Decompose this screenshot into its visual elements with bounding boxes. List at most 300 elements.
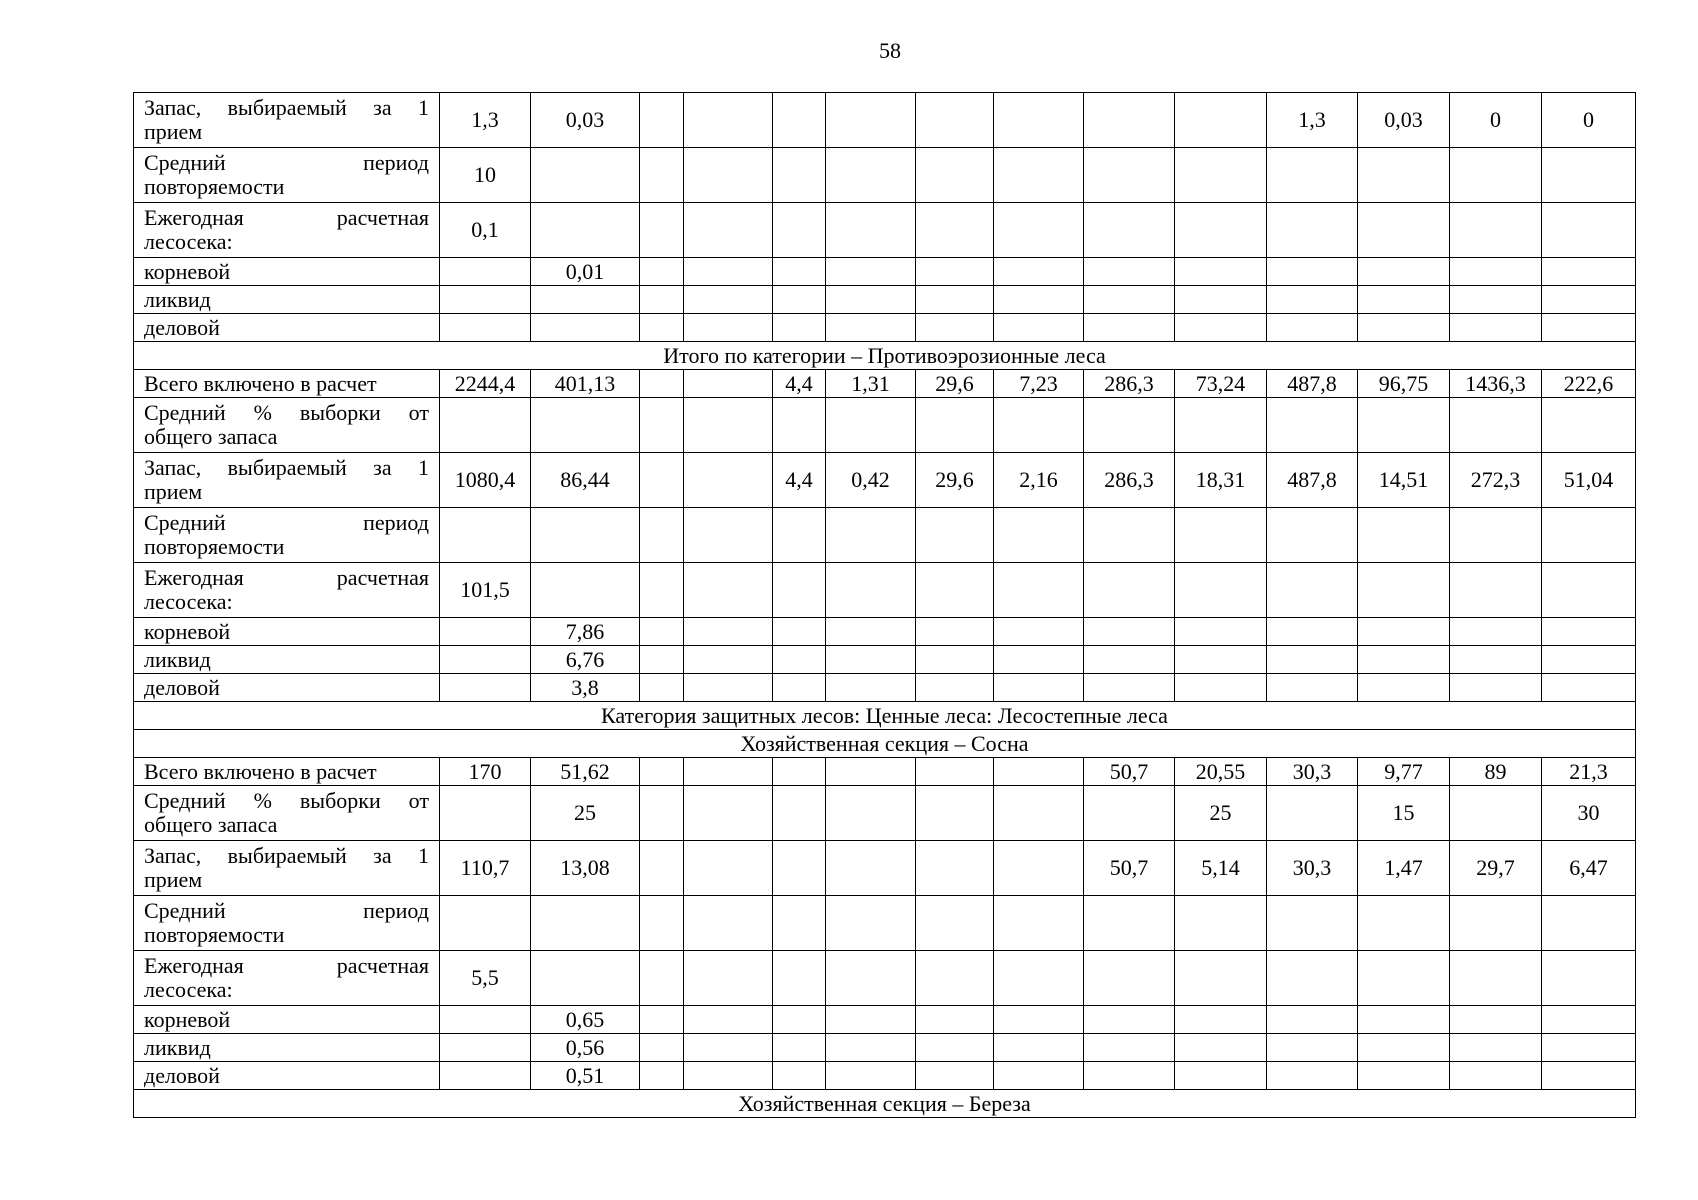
row-label: Средний период повторяемости bbox=[134, 148, 440, 203]
row-label: деловой bbox=[134, 674, 440, 702]
table-cell bbox=[1175, 646, 1267, 674]
table-cell bbox=[1450, 951, 1542, 1006]
table-cell: 9,77 bbox=[1358, 758, 1450, 786]
table-cell bbox=[1267, 646, 1358, 674]
table-row bbox=[134, 786, 1636, 841]
table-cell bbox=[1450, 508, 1542, 563]
table-cell bbox=[1358, 314, 1450, 342]
table-cell: 25 bbox=[531, 786, 640, 841]
table-cell bbox=[916, 646, 994, 674]
table-cell bbox=[684, 508, 773, 563]
row-label: Ежегодная расчетная лесосека: bbox=[134, 563, 440, 618]
table-cell: 0 bbox=[1542, 93, 1636, 148]
table-cell: 0,65 bbox=[531, 1006, 640, 1034]
table-cell bbox=[1542, 951, 1636, 1006]
table-cell bbox=[1084, 398, 1175, 453]
table-cell bbox=[773, 1006, 826, 1034]
table-cell bbox=[440, 508, 531, 563]
table-cell bbox=[994, 1006, 1084, 1034]
table-cell bbox=[1267, 896, 1358, 951]
table-cell bbox=[1450, 896, 1542, 951]
table-cell bbox=[684, 1006, 773, 1034]
table-cell: 5,5 bbox=[440, 951, 531, 1006]
table-cell bbox=[640, 841, 684, 896]
table-cell: 73,24 bbox=[1175, 370, 1267, 398]
table-cell bbox=[1542, 148, 1636, 203]
table-cell bbox=[994, 786, 1084, 841]
table-cell bbox=[826, 841, 916, 896]
table-cell bbox=[1358, 148, 1450, 203]
table-cell bbox=[684, 674, 773, 702]
table-cell bbox=[773, 758, 826, 786]
table-cell: 14,51 bbox=[1358, 453, 1450, 508]
table-cell bbox=[916, 951, 994, 1006]
table-cell bbox=[1175, 258, 1267, 286]
table-cell bbox=[640, 563, 684, 618]
table-cell: 50,7 bbox=[1084, 758, 1175, 786]
table-cell: 51,04 bbox=[1542, 453, 1636, 508]
table-cell bbox=[531, 398, 640, 453]
table-cell: 51,62 bbox=[531, 758, 640, 786]
table-cell bbox=[1175, 1034, 1267, 1062]
table-cell bbox=[1450, 203, 1542, 258]
section-header: Хозяйственная секция – Береза bbox=[134, 1090, 1636, 1118]
table-cell bbox=[826, 314, 916, 342]
table-cell bbox=[1358, 258, 1450, 286]
table-cell bbox=[684, 258, 773, 286]
table-cell bbox=[994, 841, 1084, 896]
table-cell: 89 bbox=[1450, 758, 1542, 786]
table-cell bbox=[826, 896, 916, 951]
table-row bbox=[134, 1006, 1636, 1034]
table-cell: 6,76 bbox=[531, 646, 640, 674]
table-cell bbox=[1358, 1034, 1450, 1062]
table-cell bbox=[640, 896, 684, 951]
table-row bbox=[134, 841, 1636, 896]
table-cell bbox=[1267, 258, 1358, 286]
table-cell: 7,23 bbox=[994, 370, 1084, 398]
table-row bbox=[134, 758, 1636, 786]
row-label: Ежегодная расчетная лесосека: bbox=[134, 203, 440, 258]
table-cell bbox=[773, 203, 826, 258]
section-header-row bbox=[134, 730, 1636, 758]
table-cell bbox=[773, 93, 826, 148]
table-cell bbox=[994, 286, 1084, 314]
table-cell bbox=[531, 314, 640, 342]
table-cell bbox=[1267, 674, 1358, 702]
table-cell bbox=[994, 1034, 1084, 1062]
row-label: ликвид bbox=[134, 646, 440, 674]
table-row bbox=[134, 93, 1636, 148]
table-row bbox=[134, 1062, 1636, 1090]
table-cell: 96,75 bbox=[1358, 370, 1450, 398]
table-cell bbox=[826, 786, 916, 841]
row-label: Запас, выбираемый за 1 прием bbox=[134, 453, 440, 508]
table-cell bbox=[1084, 1062, 1175, 1090]
table-cell bbox=[1175, 563, 1267, 618]
table-cell bbox=[1175, 314, 1267, 342]
table-cell bbox=[1084, 618, 1175, 646]
row-label: деловой bbox=[134, 1062, 440, 1090]
table-cell bbox=[1175, 203, 1267, 258]
table-cell: 0,1 bbox=[440, 203, 531, 258]
table-cell bbox=[826, 398, 916, 453]
table-cell bbox=[684, 203, 773, 258]
table-cell bbox=[1267, 286, 1358, 314]
table-cell bbox=[640, 398, 684, 453]
table-cell: 1436,3 bbox=[1450, 370, 1542, 398]
table-cell: 286,3 bbox=[1084, 370, 1175, 398]
table-cell bbox=[1267, 786, 1358, 841]
table-cell bbox=[640, 453, 684, 508]
table-cell bbox=[1084, 896, 1175, 951]
table-cell bbox=[826, 618, 916, 646]
table-cell: 286,3 bbox=[1084, 453, 1175, 508]
table-cell bbox=[531, 951, 640, 1006]
table-cell bbox=[1084, 203, 1175, 258]
table-cell: 86,44 bbox=[531, 453, 640, 508]
table-cell bbox=[1084, 1006, 1175, 1034]
table-cell bbox=[440, 1034, 531, 1062]
table-cell bbox=[1542, 563, 1636, 618]
table-row bbox=[134, 618, 1636, 646]
table-cell: 10 bbox=[440, 148, 531, 203]
table-cell bbox=[773, 1034, 826, 1062]
table-cell bbox=[1450, 148, 1542, 203]
table-cell bbox=[916, 1034, 994, 1062]
table-cell bbox=[773, 314, 826, 342]
table-cell bbox=[531, 508, 640, 563]
table-cell bbox=[1450, 646, 1542, 674]
table-row bbox=[134, 508, 1636, 563]
table-cell: 0,56 bbox=[531, 1034, 640, 1062]
table-cell bbox=[826, 148, 916, 203]
table-cell bbox=[1175, 286, 1267, 314]
table-cell bbox=[531, 563, 640, 618]
section-header-row bbox=[134, 342, 1636, 370]
table-cell: 1080,4 bbox=[440, 453, 531, 508]
table-cell bbox=[994, 93, 1084, 148]
table-row bbox=[134, 370, 1636, 398]
table-cell bbox=[1450, 674, 1542, 702]
table-cell bbox=[1084, 314, 1175, 342]
table-cell bbox=[826, 1006, 916, 1034]
table-cell bbox=[440, 258, 531, 286]
table-cell bbox=[1358, 286, 1450, 314]
table-cell bbox=[994, 951, 1084, 1006]
table-cell bbox=[826, 258, 916, 286]
table-cell: 50,7 bbox=[1084, 841, 1175, 896]
table-cell bbox=[684, 148, 773, 203]
table-cell bbox=[1542, 398, 1636, 453]
row-label: Средний период повторяемости bbox=[134, 508, 440, 563]
table-cell bbox=[994, 148, 1084, 203]
table-cell bbox=[916, 314, 994, 342]
table-cell bbox=[440, 314, 531, 342]
table-cell bbox=[1542, 1034, 1636, 1062]
table-cell bbox=[826, 563, 916, 618]
row-label: Средний % выборки от общего запаса bbox=[134, 398, 440, 453]
table-cell bbox=[994, 203, 1084, 258]
table-row bbox=[134, 951, 1636, 1006]
table-cell: 18,31 bbox=[1175, 453, 1267, 508]
table-cell: 110,7 bbox=[440, 841, 531, 896]
table-cell bbox=[1450, 618, 1542, 646]
table-cell bbox=[1267, 508, 1358, 563]
table-row bbox=[134, 258, 1636, 286]
table-cell bbox=[826, 203, 916, 258]
table-cell bbox=[1450, 563, 1542, 618]
table-cell bbox=[440, 1062, 531, 1090]
table-cell bbox=[826, 1062, 916, 1090]
table-cell bbox=[994, 758, 1084, 786]
table-cell bbox=[916, 286, 994, 314]
table-cell bbox=[1358, 646, 1450, 674]
table-cell bbox=[994, 1062, 1084, 1090]
row-label: Всего включено в расчет bbox=[134, 758, 440, 786]
table-cell bbox=[1175, 508, 1267, 563]
table-cell bbox=[640, 646, 684, 674]
table-cell bbox=[531, 896, 640, 951]
table-cell bbox=[684, 786, 773, 841]
table-cell: 1,31 bbox=[826, 370, 916, 398]
table-cell bbox=[440, 398, 531, 453]
table-cell bbox=[684, 1034, 773, 1062]
table-cell bbox=[640, 148, 684, 203]
table-cell bbox=[1542, 1006, 1636, 1034]
table-cell bbox=[1358, 951, 1450, 1006]
table-cell bbox=[773, 508, 826, 563]
table-cell bbox=[1084, 258, 1175, 286]
table-cell bbox=[531, 148, 640, 203]
table-cell bbox=[1450, 1006, 1542, 1034]
table-cell bbox=[684, 286, 773, 314]
table-cell bbox=[640, 1034, 684, 1062]
table-cell bbox=[994, 896, 1084, 951]
table-cell bbox=[1084, 93, 1175, 148]
table-cell bbox=[916, 148, 994, 203]
row-label: ликвид bbox=[134, 1034, 440, 1062]
table-row bbox=[134, 453, 1636, 508]
table-cell: 2,16 bbox=[994, 453, 1084, 508]
table-cell bbox=[1084, 286, 1175, 314]
table-cell bbox=[1084, 951, 1175, 1006]
table-cell bbox=[640, 203, 684, 258]
table-row bbox=[134, 314, 1636, 342]
table-cell bbox=[916, 1006, 994, 1034]
table-cell bbox=[684, 618, 773, 646]
table-cell bbox=[640, 951, 684, 1006]
table-cell bbox=[684, 453, 773, 508]
row-label: Всего включено в расчет bbox=[134, 370, 440, 398]
table-cell bbox=[1542, 618, 1636, 646]
table-cell bbox=[440, 896, 531, 951]
table-cell bbox=[440, 618, 531, 646]
table-cell bbox=[684, 1062, 773, 1090]
table-cell bbox=[640, 314, 684, 342]
table-row bbox=[134, 1034, 1636, 1062]
table-cell bbox=[684, 758, 773, 786]
table-cell bbox=[1542, 646, 1636, 674]
table-cell bbox=[1267, 618, 1358, 646]
table-cell bbox=[684, 951, 773, 1006]
section-header: Итого по категории – Противоэрозионные леса bbox=[134, 342, 1636, 370]
row-label: корневой bbox=[134, 618, 440, 646]
table-cell bbox=[1175, 618, 1267, 646]
table-cell bbox=[531, 286, 640, 314]
table-cell bbox=[826, 508, 916, 563]
table-cell: 272,3 bbox=[1450, 453, 1542, 508]
table-cell bbox=[1267, 148, 1358, 203]
table-cell: 21,3 bbox=[1542, 758, 1636, 786]
table-cell bbox=[1542, 314, 1636, 342]
table-cell bbox=[1450, 314, 1542, 342]
table-cell bbox=[640, 1006, 684, 1034]
table-row bbox=[134, 646, 1636, 674]
table-cell bbox=[684, 841, 773, 896]
table-cell bbox=[916, 203, 994, 258]
table-row bbox=[134, 674, 1636, 702]
table-cell bbox=[1175, 398, 1267, 453]
table-cell bbox=[994, 508, 1084, 563]
table-cell: 15 bbox=[1358, 786, 1450, 841]
table-cell bbox=[1542, 674, 1636, 702]
table-cell bbox=[1084, 646, 1175, 674]
table-cell bbox=[1267, 1034, 1358, 1062]
table-cell bbox=[440, 786, 531, 841]
table-cell bbox=[1542, 896, 1636, 951]
table-cell bbox=[1175, 896, 1267, 951]
table-cell bbox=[684, 370, 773, 398]
table-cell bbox=[1267, 203, 1358, 258]
table-cell bbox=[1358, 508, 1450, 563]
row-label: Средний период повторяемости bbox=[134, 896, 440, 951]
table-cell: 5,14 bbox=[1175, 841, 1267, 896]
table-cell bbox=[1267, 398, 1358, 453]
table-cell bbox=[1450, 1034, 1542, 1062]
table-cell: 6,47 bbox=[1542, 841, 1636, 896]
table-cell: 25 bbox=[1175, 786, 1267, 841]
table-cell bbox=[640, 1062, 684, 1090]
table-cell bbox=[994, 646, 1084, 674]
table-cell bbox=[684, 398, 773, 453]
table-cell bbox=[684, 314, 773, 342]
table-cell bbox=[826, 286, 916, 314]
table-cell bbox=[773, 618, 826, 646]
table-cell bbox=[1358, 563, 1450, 618]
table-cell bbox=[1358, 896, 1450, 951]
table-cell bbox=[826, 951, 916, 1006]
table-cell bbox=[773, 563, 826, 618]
row-label: корневой bbox=[134, 1006, 440, 1034]
table-cell bbox=[773, 786, 826, 841]
table-cell: 1,3 bbox=[1267, 93, 1358, 148]
table-cell bbox=[640, 786, 684, 841]
table-cell: 1,3 bbox=[440, 93, 531, 148]
table-cell: 0,51 bbox=[531, 1062, 640, 1090]
table-row bbox=[134, 398, 1636, 453]
section-header-row bbox=[134, 1090, 1636, 1118]
table-cell bbox=[640, 286, 684, 314]
table-cell: 30,3 bbox=[1267, 758, 1358, 786]
table-cell bbox=[1084, 1034, 1175, 1062]
table-cell: 0,42 bbox=[826, 453, 916, 508]
table-cell bbox=[640, 618, 684, 646]
table-cell bbox=[994, 314, 1084, 342]
table-cell: 1,47 bbox=[1358, 841, 1450, 896]
table-cell: 29,6 bbox=[916, 453, 994, 508]
table-cell bbox=[916, 786, 994, 841]
table-row bbox=[134, 896, 1636, 951]
table-cell bbox=[640, 370, 684, 398]
section-header: Категория защитных лесов: Ценные леса: Лесостепные леса bbox=[134, 702, 1636, 730]
table-cell: 13,08 bbox=[531, 841, 640, 896]
table-cell: 222,6 bbox=[1542, 370, 1636, 398]
table-cell bbox=[440, 674, 531, 702]
table-cell bbox=[773, 398, 826, 453]
table-cell: 29,6 bbox=[916, 370, 994, 398]
table-row bbox=[134, 148, 1636, 203]
table-cell bbox=[1358, 618, 1450, 646]
table-cell bbox=[1084, 786, 1175, 841]
table-cell bbox=[916, 841, 994, 896]
table-cell: 30,3 bbox=[1267, 841, 1358, 896]
table-cell bbox=[1175, 674, 1267, 702]
table-cell bbox=[684, 563, 773, 618]
table-cell: 0,03 bbox=[1358, 93, 1450, 148]
table-cell bbox=[1450, 1062, 1542, 1090]
table-cell bbox=[640, 93, 684, 148]
table-cell bbox=[1084, 563, 1175, 618]
table-cell bbox=[684, 896, 773, 951]
table-cell bbox=[994, 618, 1084, 646]
table-cell bbox=[440, 1006, 531, 1034]
table-cell bbox=[1267, 1006, 1358, 1034]
table-cell bbox=[1175, 1006, 1267, 1034]
table-cell bbox=[773, 674, 826, 702]
section-header: Хозяйственная секция – Сосна bbox=[134, 730, 1636, 758]
table-cell bbox=[1542, 203, 1636, 258]
row-label: ликвид bbox=[134, 286, 440, 314]
table-cell: 29,7 bbox=[1450, 841, 1542, 896]
table-cell bbox=[1542, 258, 1636, 286]
table-cell bbox=[773, 148, 826, 203]
table-cell bbox=[1084, 674, 1175, 702]
table-cell bbox=[1267, 1062, 1358, 1090]
table-cell bbox=[994, 398, 1084, 453]
table-cell bbox=[916, 674, 994, 702]
table-cell bbox=[1267, 951, 1358, 1006]
table-cell bbox=[916, 1062, 994, 1090]
table-cell: 487,8 bbox=[1267, 453, 1358, 508]
page-number: 58 bbox=[879, 38, 901, 63]
table-cell bbox=[773, 258, 826, 286]
table-cell bbox=[826, 1034, 916, 1062]
table-cell bbox=[684, 646, 773, 674]
table-cell bbox=[1542, 286, 1636, 314]
table-cell: 3,8 bbox=[531, 674, 640, 702]
table-cell bbox=[440, 286, 531, 314]
table-cell bbox=[826, 758, 916, 786]
forest-calculation-table bbox=[133, 92, 1636, 1118]
table-cell: 0,03 bbox=[531, 93, 640, 148]
table-cell bbox=[916, 398, 994, 453]
table-cell bbox=[826, 646, 916, 674]
table-cell bbox=[916, 563, 994, 618]
table-cell bbox=[1450, 258, 1542, 286]
table-cell: 4,4 bbox=[773, 370, 826, 398]
table-cell: 101,5 bbox=[440, 563, 531, 618]
